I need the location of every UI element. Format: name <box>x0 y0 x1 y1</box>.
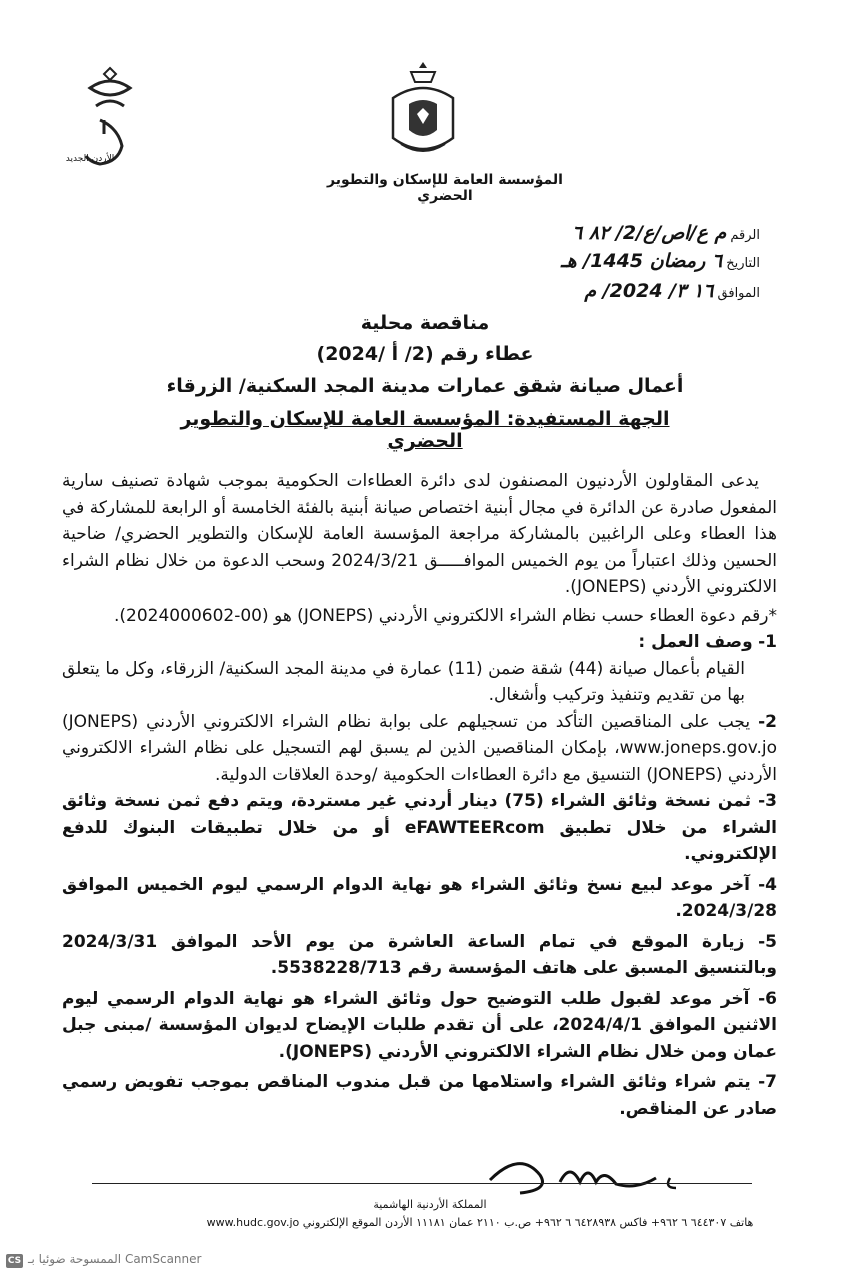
beneficiary: الجهة المستفيدة: المؤسسة العامة للإسكان والتطوير الحضري <box>180 408 670 452</box>
left-logo-caption: الأردن الجديد <box>65 154 115 164</box>
item-text: زيارة الموقع في تمام الساعة العاشرة من يوم الأحد الموافق 2024/3/31 وبالتنسيق المسبق على هاتف المؤسسة رقم 5538228/713. <box>62 931 777 978</box>
reference-label: الرقم <box>730 228 760 243</box>
list-item <box>62 929 777 982</box>
item-number: 1- <box>758 632 777 652</box>
gregorian-date-value: ١٦ ٣/ 2024/ م <box>584 280 714 302</box>
item-text: ثمن نسخة وثائق الشراء (75) دينار أردني غير مستردة، ويتم دفع ثمن نسخة وثائق الشراء من خلال تطبيق eFAWTEERcom أو من خلال تطبيقات البنوك للدفع الإلكتروني. <box>62 791 777 864</box>
royal-emblem-icon <box>383 58 463 168</box>
item-heading: وصف العمل : <box>638 632 753 652</box>
gregorian-date-label: الموافق <box>717 286 760 301</box>
invite-number: *رقم دعوة العطاء حسب نظام الشراء الالكتروني الأردني (JONEPS) هو (00-2024000602). <box>114 605 777 626</box>
list-item <box>62 872 777 925</box>
item-number: 6- <box>758 988 777 1009</box>
tender-number: عطاء رقم (2/ أ /2024) <box>316 343 534 365</box>
list-item <box>62 1069 777 1122</box>
item-text: آخر موعد لبيع نسخ وثائق الشراء هو نهاية الدوام الرسمي ليوم الخميس الموافق 2024/3/28. <box>62 874 777 921</box>
item-number: 2- <box>758 711 777 732</box>
footer-country: المملكة الأردنية الهاشمية <box>373 1198 487 1211</box>
reference-number <box>572 222 760 244</box>
item-text: القيام بأعمال صيانة (44) شقة ضمن (11) عمارة في مدينة المجد السكنية/ الزرقاء، وكل ما يتعلق بها من تقديم وتنفيذ وتركيب وأشغال. <box>62 658 745 705</box>
jordan-first-logo <box>60 58 160 183</box>
organization-name: المؤسسة العامة للإسكان والتطوير الحضري <box>327 172 563 204</box>
list-item <box>62 788 777 868</box>
item-number: 3- <box>758 791 777 811</box>
signature <box>480 1150 740 1200</box>
item-number: 5- <box>758 931 777 952</box>
tender-type: مناقصة محلية <box>360 312 490 334</box>
item-text: يجب على المناقصين التأكد من تسجيلهم على بوابة نظام الشراء الالكتروني الأردني (JONEPS) www.joneps.gov.jo، بإمكان المناقصين الذين لم يسبق لهم التسجيل على نظام الشراء الالكتروني الأردني (JONEPS) التنسيق مع دائرة العطاءات الحكومية /وحدة العلاقات الدولية. <box>62 711 777 785</box>
gregorian-date <box>584 280 760 302</box>
list-item <box>62 986 777 1066</box>
reference-value: م ع/اص/ع/2/ ٨٢ ٦ <box>572 222 727 244</box>
hijri-date <box>561 250 760 272</box>
item-number: 4- <box>758 874 778 895</box>
item-text: آخر موعد لقبول طلب التوضيح حول وثائق الشراء هو نهاية الدوام الرسمي ليوم الاثنين الموافق 2024/4/1، على أن تقدم طلبات الإيضاح لديوان المؤسسة /مبنى جبل عمان ومن خلال نظام الشراء الالكتروني الأردني (JONEPS). <box>62 988 777 1062</box>
tender-subject: أعمال صيانة شقق عمارات مدينة المجد السكنية/ الزرقاء <box>166 375 684 397</box>
list-item <box>62 629 777 709</box>
camscanner-watermark: CamScanner الممسوحة ضوئيا بـ <box>28 1252 202 1266</box>
camscanner-logo-icon: CS <box>7 1256 22 1266</box>
intro-paragraph: يدعى المقاولون الأردنيون المصنفون لدى دائرة العطاءات الحكومية بموجب شهادة تصنيف سارية المفعول صادرة عن الدائرة في مجال أبنية اختصاص صيانة أبنية بالفئة الخامسة أو الرابعة للمشاركة في هذا العطاء وعلى الراغبين بالمشاركة مراجعة المؤسسة العامة للإسكان والتطوير الحضري/ ضاحية الحسين وذلك اعتباراً من يوم الخميس الموافـــــق 2024/3/21 وسحب الدعوة من خلال نظام الشراء الالكتروني الأردني (JONEPS). <box>62 471 777 597</box>
list-item <box>62 709 777 789</box>
item-text: يتم شراء وثائق الشراء واستلامها من قبل مندوب المناقص بموجب تفويض رسمي صادر عن المناقص. <box>62 1072 777 1119</box>
hijri-date-label: التاريخ <box>726 256 760 271</box>
item-number: 7- <box>758 1072 777 1092</box>
document-body <box>62 468 777 1122</box>
footer-divider <box>92 1183 752 1184</box>
footer-contact: هاتف ٦٤٤٣٠٧ ٦ ٩٦٢+ فاكس ٦٤٢٨٩٣٨ ٦ ٩٦٢+ ص.ب ٢١١٠ عمان ١١١٨١ الأردن الموقع الإلكتروني www.hudc.gov.jo <box>206 1216 754 1229</box>
hijri-date-value: ٦ رمضان 1445/ هـ <box>561 250 723 272</box>
